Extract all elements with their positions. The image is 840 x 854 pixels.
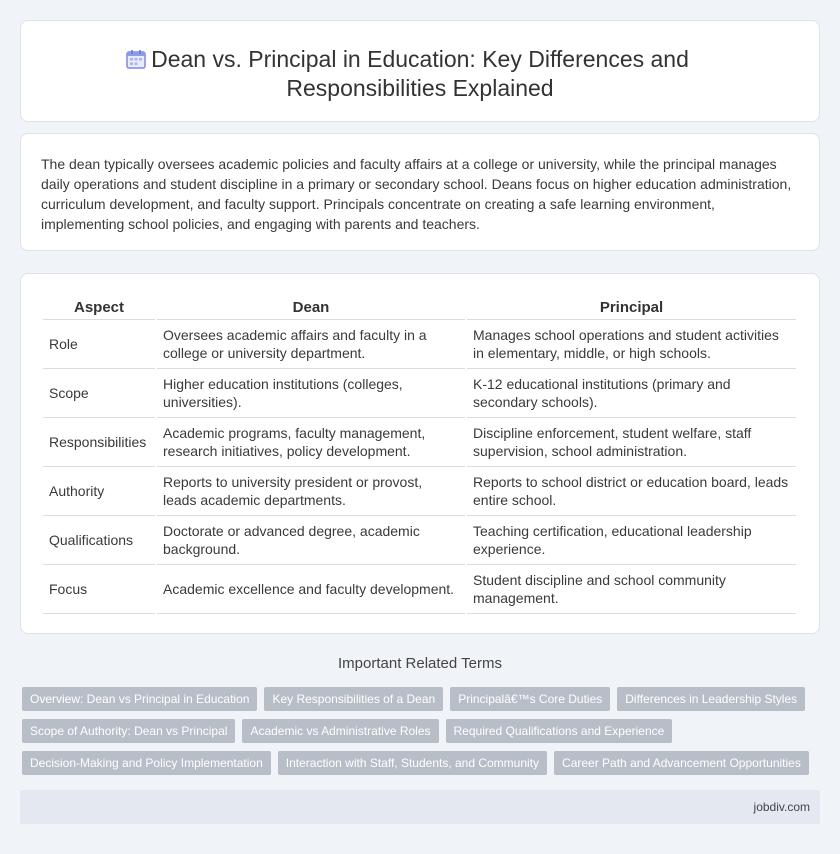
summary-card xyxy=(20,133,820,251)
related-term-link[interactable]: Academic vs Administrative Roles xyxy=(242,719,438,743)
table-header-row xyxy=(43,294,796,320)
comparison-table xyxy=(41,294,798,614)
principal-cell: Teaching certification, educational leadership experience. xyxy=(467,516,796,565)
aspect-cell: Authority xyxy=(43,467,155,516)
aspect-cell: Scope xyxy=(43,369,155,418)
dean-cell: Academic programs, faculty management, research initiatives, policy development. xyxy=(157,418,465,467)
related-terms-title: Important Related Terms xyxy=(338,655,502,672)
table-row xyxy=(43,369,796,418)
table-row xyxy=(43,467,796,516)
dean-cell: Reports to university president or provost, leads academic departments. xyxy=(157,467,465,516)
tag-row xyxy=(22,719,822,743)
dean-cell: Academic excellence and faculty development. xyxy=(157,565,465,614)
related-term-link[interactable]: Overview: Dean vs Principal in Education xyxy=(22,687,257,711)
related-term-link[interactable]: Career Path and Advancement Opportunities xyxy=(554,751,809,775)
table-row xyxy=(43,418,796,467)
related-term-link[interactable]: Differences in Leadership Styles xyxy=(617,687,805,711)
footer-site-link[interactable]: jobdiv.com xyxy=(753,800,810,814)
title-card xyxy=(20,20,820,122)
aspect-cell: Role xyxy=(43,320,155,369)
aspect-cell: Focus xyxy=(43,565,155,614)
table-row xyxy=(43,565,796,614)
header-dean: Dean xyxy=(157,294,465,320)
principal-cell: Discipline enforcement, student welfare, staff supervision, school administration. xyxy=(467,418,796,467)
page-title: Dean vs. Principal in Education: Key Differences and Responsibilities Explained xyxy=(151,46,689,101)
dean-cell: Higher education institutions (colleges, universities). xyxy=(157,369,465,418)
principal-cell: K-12 educational institutions (primary and secondary schools). xyxy=(467,369,796,418)
related-term-link[interactable]: Decision-Making and Policy Implementation xyxy=(22,751,271,775)
aspect-cell: Qualifications xyxy=(43,516,155,565)
header-principal: Principal xyxy=(467,294,796,320)
table-row xyxy=(43,516,796,565)
table-row xyxy=(43,320,796,369)
principal-cell: Manages school operations and student activities in elementary, middle, or high schools. xyxy=(467,320,796,369)
related-terms xyxy=(22,687,822,783)
header-aspect: Aspect xyxy=(43,294,155,320)
tag-row xyxy=(22,751,822,775)
principal-cell: Student discipline and school community management. xyxy=(467,565,796,614)
related-term-link[interactable]: Scope of Authority: Dean vs Principal xyxy=(22,719,235,743)
summary-text: The dean typically oversees academic policies and faculty affairs at a college or university, while the principal manages daily operations and student discipline in a primary or secondary school. Deans focus on higher education administration, curriculum development, and faculty support. Principals concentrate on creating a safe learning environment, implementing school policies, and engaging with parents and teachers. xyxy=(41,156,792,232)
aspect-cell: Responsibilities xyxy=(43,418,155,467)
tag-row xyxy=(22,687,822,711)
related-term-link[interactable]: Principalâ€™s Core Duties xyxy=(450,687,610,711)
comparison-table-card xyxy=(20,273,820,634)
dean-cell: Doctorate or advanced degree, academic background. xyxy=(157,516,465,565)
related-term-link[interactable]: Key Responsibilities of a Dean xyxy=(264,687,443,711)
related-term-link[interactable]: Interaction with Staff, Students, and Community xyxy=(278,751,547,775)
dean-cell: Oversees academic affairs and faculty in a college or university department. xyxy=(157,320,465,369)
footer xyxy=(20,790,820,824)
principal-cell: Reports to school district or education board, leads entire school. xyxy=(467,467,796,516)
related-term-link[interactable]: Required Qualifications and Experience xyxy=(446,719,673,743)
